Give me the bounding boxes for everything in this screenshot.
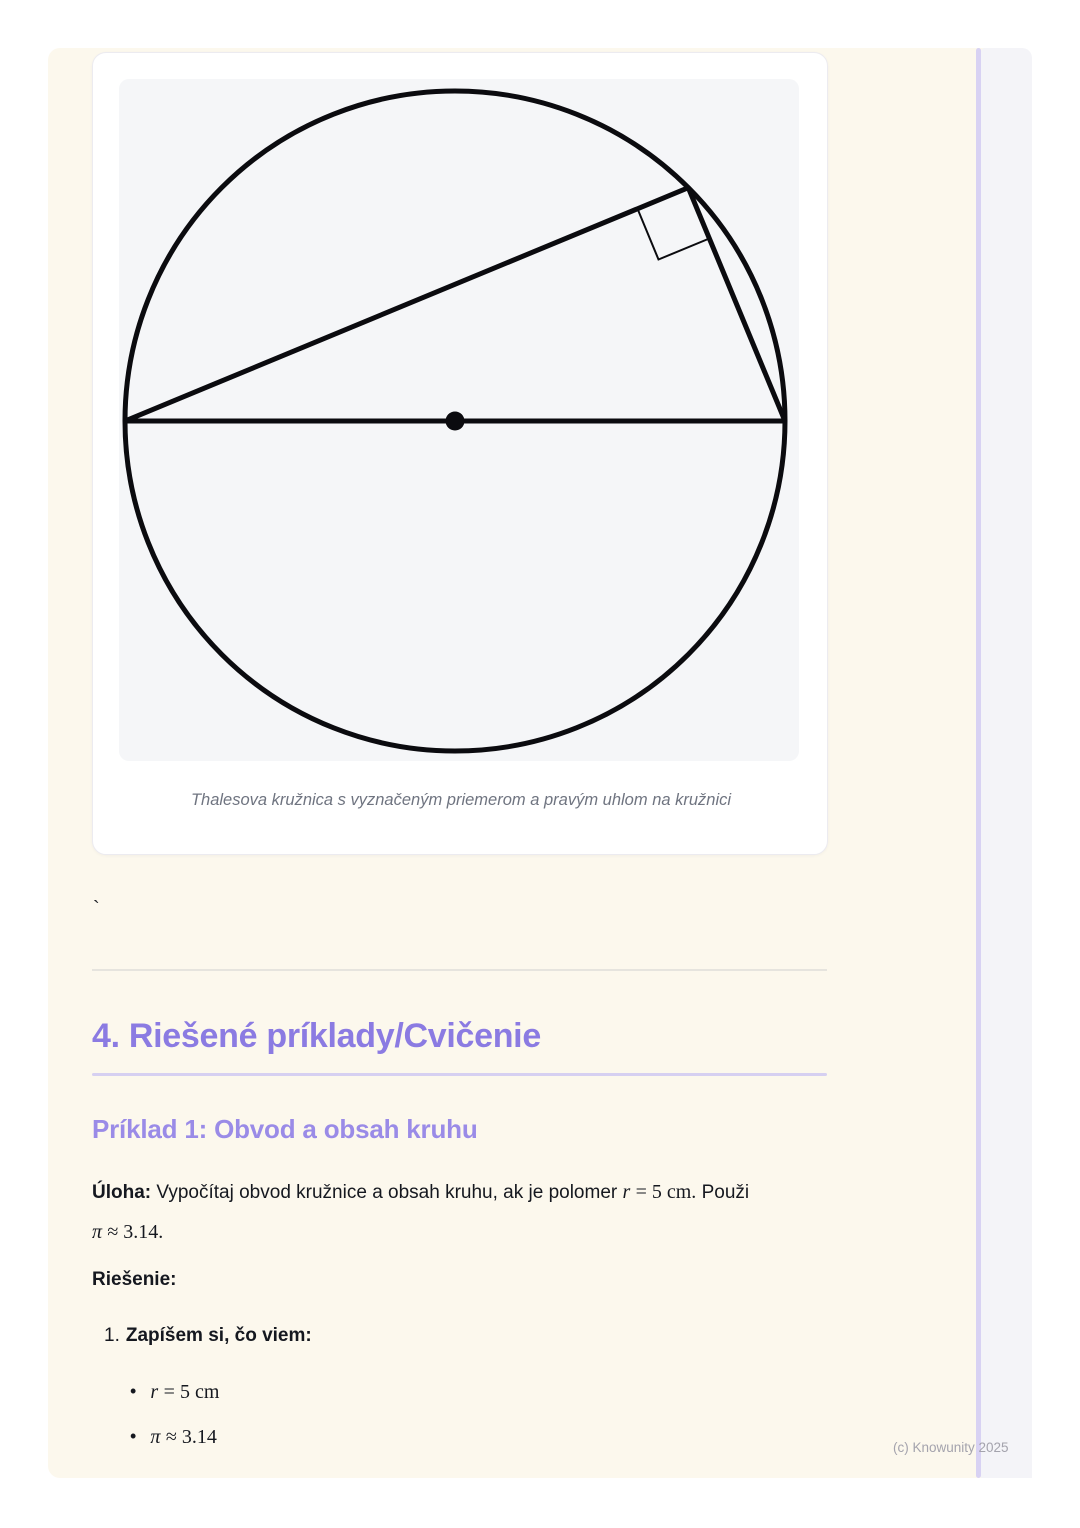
figure-area [119, 79, 799, 761]
vertical-divider-line [976, 48, 981, 1478]
chord-left [125, 188, 688, 421]
math-pi-value: ≈ 3.14. [107, 1221, 164, 1243]
section-heading: 4. Riešené príklady/Cvičenie [92, 1017, 541, 1055]
copyright-notice: (c) Knowunity 2025 [893, 1440, 1009, 1455]
center-dot [446, 412, 465, 431]
heading-underline [92, 1073, 827, 1076]
bullet-item-radius [130, 1378, 219, 1405]
section-divider [92, 969, 827, 971]
bullet-math-variable: π [150, 1426, 161, 1448]
example-subheading: Príklad 1: Obvod a obsah kruhu [92, 1114, 478, 1144]
solution-label: Riešenie: [92, 1269, 177, 1290]
step-number: 1. [104, 1325, 120, 1346]
math-pi-symbol: π [92, 1221, 103, 1243]
problem-text-end: Použi [701, 1182, 750, 1203]
problem-statement-line2 [92, 1212, 163, 1253]
stray-backtick-text: ` [93, 898, 100, 920]
problem-statement-line1 [92, 1172, 749, 1213]
bullet-item-pi [130, 1423, 217, 1450]
problem-text: Vypočítaj obvod kružnice a obsah kruhu, ak je polomer [156, 1182, 618, 1203]
figure-card [92, 52, 828, 855]
bullet-math-variable: r [150, 1381, 159, 1403]
bullet-marker: • [130, 1381, 137, 1401]
side-panel-strip [981, 48, 1032, 1478]
solution-step-item [104, 1322, 312, 1350]
problem-label: Úloha: [92, 1182, 152, 1203]
bullet-math-value: = 5 cm [163, 1381, 220, 1403]
figure-caption: Thalesova kružnica s vyznačeným priemerom a pravým uhlom na kružnici [190, 791, 732, 809]
thales-circle-diagram [119, 79, 799, 761]
math-radius-variable: r [622, 1181, 631, 1203]
step-title: Zapíšem si, čo viem: [125, 1325, 312, 1346]
bullet-math-value: ≈ 3.14 [165, 1426, 217, 1448]
bullet-marker: • [130, 1426, 137, 1446]
math-radius-value: = 5 cm. [635, 1181, 697, 1203]
